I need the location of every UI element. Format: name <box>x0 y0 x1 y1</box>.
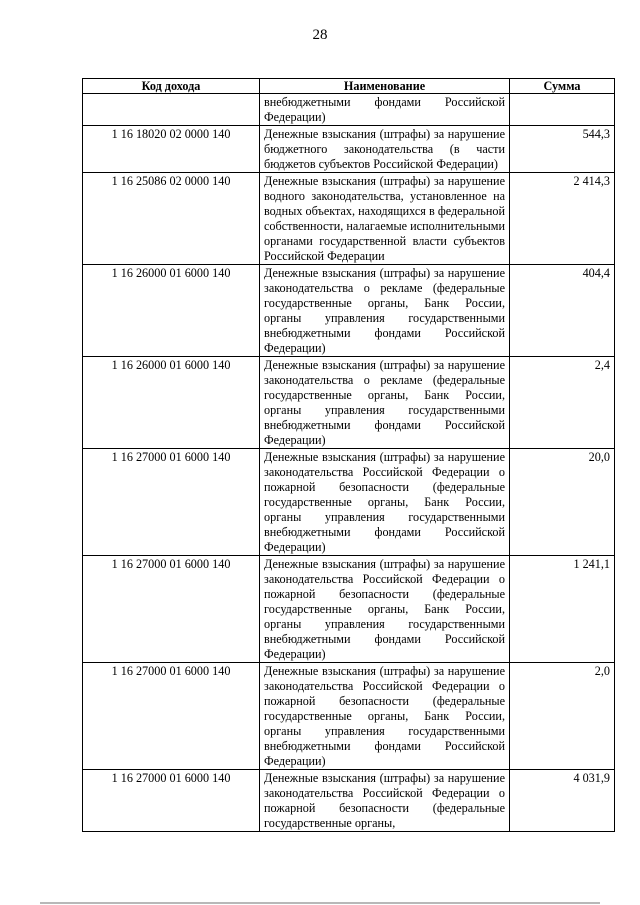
table-row <box>83 357 615 449</box>
header-row <box>83 79 615 94</box>
income-code-cell: 1 16 27000 01 6000 140 <box>83 663 260 770</box>
amount-cell: 1 241,1 <box>510 556 615 663</box>
header-sum: Сумма <box>510 79 615 94</box>
description-cell: внебюджетными фондами Российской Федерации) <box>260 94 510 126</box>
income-code-cell: 1 16 27000 01 6000 140 <box>83 556 260 663</box>
table-row <box>83 173 615 265</box>
description-cell: Денежные взыскания (штрафы) за нарушение законодательства Российской Федерации о пожарной безопасности (федеральные государственные органы, Банк России, органы управления государственными внебюджетными фондами Российской Федерации) <box>260 556 510 663</box>
description-cell: Денежные взыскания (штрафы) за нарушение законодательства Российской Федерации о пожарной безопасности (федеральные государственные органы, Банк России, органы управления государственными внебюджетными фондами Российской Федерации) <box>260 663 510 770</box>
description-cell: Денежные взыскания (штрафы) за нарушение законодательства Российской Федерации о пожарной безопасности (федеральные государственные органы, Банк России, органы управления государственными внебюджетными фондами Российской Федерации) <box>260 449 510 556</box>
description-cell: Денежные взыскания (штрафы) за нарушение водного законодательства, установленное на водных объектах, находящихся в федеральной собственности, налагаемые исполнительными органами государственной власти субъектов Российской Федерации <box>260 173 510 265</box>
amount-cell: 20,0 <box>510 449 615 556</box>
table-header <box>83 79 615 94</box>
income-code-cell <box>83 94 260 126</box>
income-code-cell: 1 16 27000 01 6000 140 <box>83 770 260 832</box>
page-number: 28 <box>312 27 328 43</box>
table-row <box>83 449 615 556</box>
revenue-table <box>82 78 615 832</box>
description-cell: Денежные взыскания (штрафы) за нарушение бюджетного законодательства (в части бюджетов субъектов Российской Федерации) <box>260 126 510 173</box>
amount-cell <box>510 94 615 126</box>
description-cell: Денежные взыскания (штрафы) за нарушение законодательства Российской Федерации о пожарной безопасности (федеральные государственные органы, <box>260 770 510 832</box>
header-name: Наименование <box>260 79 510 94</box>
amount-cell: 544,3 <box>510 126 615 173</box>
amount-cell: 2 414,3 <box>510 173 615 265</box>
amount-cell: 2,4 <box>510 357 615 449</box>
amount-cell: 2,0 <box>510 663 615 770</box>
income-code-cell: 1 16 26000 01 6000 140 <box>83 357 260 449</box>
description-cell: Денежные взыскания (штрафы) за нарушение законодательства о рекламе (федеральные государственные органы, Банк России, органы управления государственными внебюджетными фондами Российской Федерации) <box>260 357 510 449</box>
income-code-cell: 1 16 25086 02 0000 140 <box>83 173 260 265</box>
amount-cell: 404,4 <box>510 265 615 357</box>
amount-cell: 4 031,9 <box>510 770 615 832</box>
table-row <box>83 770 615 832</box>
table-body <box>83 94 615 832</box>
income-code-cell: 1 16 18020 02 0000 140 <box>83 126 260 173</box>
table-row <box>83 663 615 770</box>
description-cell: Денежные взыскания (штрафы) за нарушение законодательства о рекламе (федеральные государственные органы, Банк России, органы управления государственными внебюджетными фондами Российской Федерации) <box>260 265 510 357</box>
scan-edge-line <box>40 902 600 904</box>
table-row <box>83 94 615 126</box>
income-code-cell: 1 16 26000 01 6000 140 <box>83 265 260 357</box>
table-row <box>83 265 615 357</box>
table-row <box>83 126 615 173</box>
income-code-cell: 1 16 27000 01 6000 140 <box>83 449 260 556</box>
header-code: Код дохода <box>83 79 260 94</box>
table-row <box>83 556 615 663</box>
